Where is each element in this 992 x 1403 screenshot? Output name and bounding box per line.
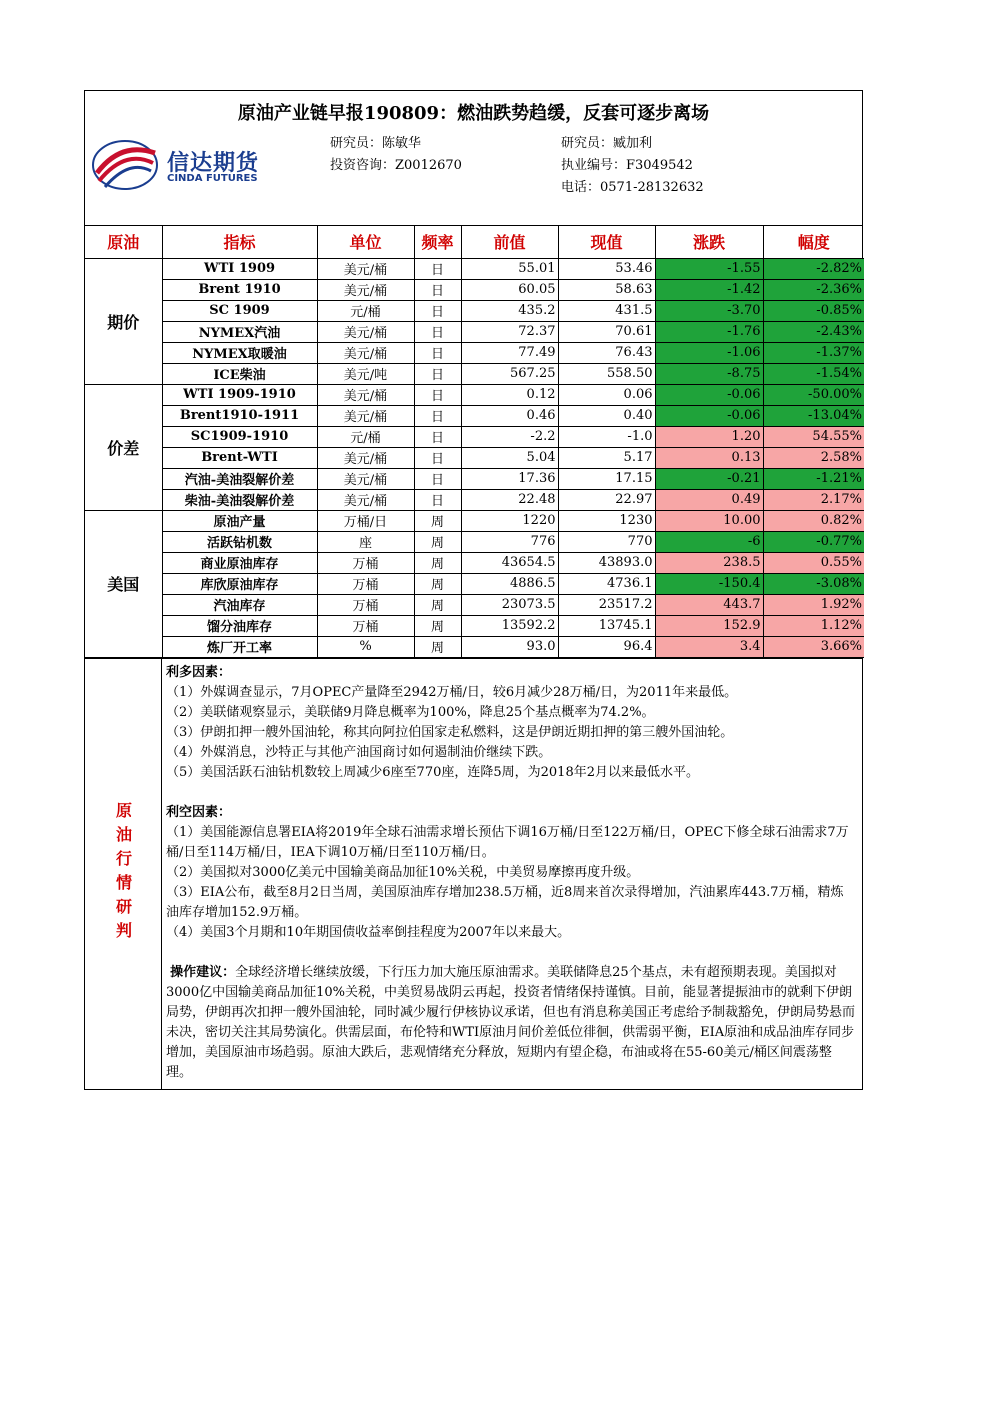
analysis-label: 原油行情研判	[113, 801, 133, 946]
change-cell: -0.06	[655, 384, 763, 405]
previous-value-cell: 23073.5	[461, 594, 558, 615]
previous-value-cell: 93.0	[461, 636, 558, 657]
current-value-cell: 17.15	[558, 468, 655, 489]
indicator-cell: 馏分油库存	[162, 615, 317, 636]
current-value-cell: 13745.1	[558, 615, 655, 636]
current-value-cell: -1.0	[558, 426, 655, 447]
unit-cell: 美元/桶	[317, 258, 414, 279]
change-percent-cell: 0.82%	[763, 510, 864, 531]
previous-value-cell: 22.48	[461, 489, 558, 510]
unit-cell: 万桶	[317, 615, 414, 636]
indicator-cell: SC1909-1910	[162, 426, 317, 447]
frequency-cell: 周	[414, 594, 461, 615]
frequency-cell: 日	[414, 300, 461, 321]
indicator-table	[85, 226, 864, 658]
logo-subtext: CINDA FUTURES	[167, 173, 258, 184]
current-value-cell: 5.17	[558, 447, 655, 468]
previous-value-cell: 0.12	[461, 384, 558, 405]
unit-cell: 美元/桶	[317, 468, 414, 489]
table-row	[85, 531, 864, 552]
frequency-cell: 周	[414, 615, 461, 636]
unit-cell: 万桶	[317, 573, 414, 594]
report-header	[85, 91, 862, 226]
current-value-cell: 431.5	[558, 300, 655, 321]
indicator-cell: 原油产量	[162, 510, 317, 531]
previous-value-cell: 43654.5	[461, 552, 558, 573]
researcher-2-license: 执业编号：F3049542	[561, 158, 693, 173]
col-header: 幅度	[763, 226, 864, 258]
frequency-cell: 日	[414, 489, 461, 510]
frequency-cell: 日	[414, 363, 461, 384]
change-percent-cell: 1.12%	[763, 615, 864, 636]
current-value-cell: 1230	[558, 510, 655, 531]
indicator-cell: 汽油库存	[162, 594, 317, 615]
change-cell: 3.4	[655, 636, 763, 657]
previous-value-cell: 4886.5	[461, 573, 558, 594]
change-percent-cell: -0.77%	[763, 531, 864, 552]
researcher-1-consult: 投资咨询：Z0012670	[330, 158, 462, 173]
bull-item: （3）伊朗扣押一艘外国油轮，称其向阿拉伯国家走私燃料，这是伊朗近期扣押的第三艘外国油轮。	[166, 724, 734, 740]
change-percent-cell: -2.36%	[763, 279, 864, 300]
previous-value-cell: 1220	[461, 510, 558, 531]
frequency-cell: 周	[414, 636, 461, 657]
unit-cell: 万桶	[317, 552, 414, 573]
current-value-cell: 0.06	[558, 384, 655, 405]
change-percent-cell: 0.55%	[763, 552, 864, 573]
indicator-cell: WTI 1909-1910	[162, 384, 317, 405]
unit-cell: 万桶/日	[317, 510, 414, 531]
table-row	[85, 258, 864, 279]
advice-paragraph	[166, 963, 856, 1083]
table-row	[85, 615, 864, 636]
change-percent-cell: -3.08%	[763, 573, 864, 594]
advice-text: 全球经济增长继续放缓，下行压力加大施压原油需求。美联储降息25个基点，未有超预期表现。美国拟对3000亿中国输美商品加征10%关税，中美贸易战阴云再起，投资者情绪保持谨慎。目前，能显著提振油市的就剩下伊朗局势，伊朗再次扣押一艘外国油轮，同时减少履行伊核协议承诺，但也有消息称美国正考虑给予制裁豁免，伊朗局势悬而未决，密切关注其局势演化。供需层面，布伦特和WTI原油月间价差低位徘徊，供需弱平衡，EIA原油和成品油库存同步增加，美国原油市场趋弱。原油大跌后，悲观情绪充分释放，短期内有望企稳，布油或将在55-60美元/桶区间震荡整理。	[166, 964, 856, 1080]
table-row	[85, 363, 864, 384]
unit-cell: %	[317, 636, 414, 657]
bull-item: （4）外媒消息，沙特正与其他产油国商讨如何遏制油价继续下跌。	[166, 744, 552, 760]
report-sheet	[84, 90, 863, 1090]
change-percent-cell: 2.17%	[763, 489, 864, 510]
current-value-cell: 76.43	[558, 342, 655, 363]
advice-title: 操作建议：	[170, 964, 236, 980]
unit-cell: 美元/吨	[317, 363, 414, 384]
frequency-cell: 日	[414, 405, 461, 426]
change-cell: -1.42	[655, 279, 763, 300]
indicator-cell: Brent1910-1911	[162, 405, 317, 426]
unit-cell: 美元/桶	[317, 447, 414, 468]
bull-item: （5）美国活跃石油钻机数较上周减少6座至770座，连降5周，为2018年2月以来最低水平。	[166, 764, 699, 780]
table-row	[85, 405, 864, 426]
current-value-cell: 70.61	[558, 321, 655, 342]
unit-cell: 美元/桶	[317, 384, 414, 405]
change-cell: -150.4	[655, 573, 763, 594]
table-row	[85, 279, 864, 300]
current-value-cell: 58.63	[558, 279, 655, 300]
unit-cell: 美元/桶	[317, 342, 414, 363]
bear-title: 利空因素：	[166, 804, 232, 820]
current-value-cell: 53.46	[558, 258, 655, 279]
table-row	[85, 468, 864, 489]
bull-title: 利多因素：	[166, 664, 232, 680]
bull-item: （1）外媒调查显示，7月OPEC产量降至2942万桶/日，较6月减少28万桶/日，为2011年来最低。	[166, 684, 738, 700]
indicator-cell: Brent 1910	[162, 279, 317, 300]
current-value-cell: 4736.1	[558, 573, 655, 594]
previous-value-cell: 77.49	[461, 342, 558, 363]
col-header: 涨跌	[655, 226, 763, 258]
frequency-cell: 日	[414, 342, 461, 363]
unit-cell: 美元/桶	[317, 321, 414, 342]
previous-value-cell: 567.25	[461, 363, 558, 384]
table-row	[85, 510, 864, 531]
previous-value-cell: -2.2	[461, 426, 558, 447]
change-percent-cell: 54.55%	[763, 426, 864, 447]
previous-value-cell: 17.36	[461, 468, 558, 489]
change-cell: 1.20	[655, 426, 763, 447]
change-cell: -0.06	[655, 405, 763, 426]
unit-cell: 美元/桶	[317, 405, 414, 426]
table-row	[85, 342, 864, 363]
analysis-section	[85, 658, 862, 1089]
indicator-cell: NYMEX取暖油	[162, 342, 317, 363]
change-percent-cell: 3.66%	[763, 636, 864, 657]
col-header: 原油	[85, 226, 162, 258]
frequency-cell: 周	[414, 531, 461, 552]
frequency-cell: 周	[414, 510, 461, 531]
change-percent-cell: -1.37%	[763, 342, 864, 363]
change-cell: 0.49	[655, 489, 763, 510]
group-label: 价差	[85, 384, 162, 510]
change-percent-cell: 1.92%	[763, 594, 864, 615]
change-percent-cell: -2.43%	[763, 321, 864, 342]
table-row	[85, 384, 864, 405]
change-percent-cell: -13.04%	[763, 405, 864, 426]
change-percent-cell: -2.82%	[763, 258, 864, 279]
change-percent-cell: -1.54%	[763, 363, 864, 384]
indicator-cell: SC 1909	[162, 300, 317, 321]
indicator-cell: Brent-WTI	[162, 447, 317, 468]
change-cell: 10.00	[655, 510, 763, 531]
current-value-cell: 96.4	[558, 636, 655, 657]
indicator-cell: 库欣原油库存	[162, 573, 317, 594]
change-percent-cell: -1.21%	[763, 468, 864, 489]
previous-value-cell: 435.2	[461, 300, 558, 321]
indicator-cell: NYMEX汽油	[162, 321, 317, 342]
bull-item: （2）美联储观察显示，美联储9月降息概率为100%，降息25个基点概率为74.2%。	[166, 704, 655, 720]
frequency-cell: 日	[414, 447, 461, 468]
bear-item: （3）EIA公布，截至8月2日当周，美国原油库存增加238.5万桶，近8周来首次录得增加，汽油累库443.7万桶，精炼油库存增加152.9万桶。	[166, 884, 844, 920]
table-row	[85, 321, 864, 342]
analysis-content	[162, 659, 862, 1089]
frequency-cell: 日	[414, 384, 461, 405]
bear-item: （2）美国拟对3000亿美元中国输美商品加征10%关税，中美贸易摩擦再度升级。	[166, 864, 640, 880]
unit-cell: 元/桶	[317, 300, 414, 321]
col-header: 前值	[461, 226, 558, 258]
change-cell: 152.9	[655, 615, 763, 636]
previous-value-cell: 72.37	[461, 321, 558, 342]
frequency-cell: 日	[414, 426, 461, 447]
current-value-cell: 770	[558, 531, 655, 552]
current-value-cell: 43893.0	[558, 552, 655, 573]
unit-cell: 座	[317, 531, 414, 552]
change-percent-cell: -50.00%	[763, 384, 864, 405]
change-cell: -1.06	[655, 342, 763, 363]
table-row	[85, 489, 864, 510]
change-cell: -8.75	[655, 363, 763, 384]
unit-cell: 元/桶	[317, 426, 414, 447]
change-cell: -1.55	[655, 258, 763, 279]
change-cell: 0.13	[655, 447, 763, 468]
previous-value-cell: 13592.2	[461, 615, 558, 636]
col-header: 指标	[162, 226, 317, 258]
current-value-cell: 23517.2	[558, 594, 655, 615]
change-cell: 238.5	[655, 552, 763, 573]
frequency-cell: 周	[414, 573, 461, 594]
unit-cell: 美元/桶	[317, 279, 414, 300]
group-label: 美国	[85, 510, 162, 657]
indicator-cell: 商业原油库存	[162, 552, 317, 573]
col-header: 单位	[317, 226, 414, 258]
change-cell: -0.21	[655, 468, 763, 489]
table-row	[85, 426, 864, 447]
analysis-side	[85, 659, 162, 1089]
change-cell: -6	[655, 531, 763, 552]
table-row	[85, 594, 864, 615]
col-header: 现值	[558, 226, 655, 258]
current-value-cell: 0.40	[558, 405, 655, 426]
change-cell: -3.70	[655, 300, 763, 321]
unit-cell: 美元/桶	[317, 489, 414, 510]
unit-cell: 万桶	[317, 594, 414, 615]
group-label: 期价	[85, 258, 162, 384]
table-body	[85, 258, 864, 657]
indicator-cell: ICE柴油	[162, 363, 317, 384]
table-row	[85, 447, 864, 468]
previous-value-cell: 55.01	[461, 258, 558, 279]
frequency-cell: 日	[414, 258, 461, 279]
bear-item: （1）美国能源信息署EIA将2019年全球石油需求增长预估下调16万桶/日至122万桶/日，OPEC下修全球石油需求7万桶/日至114万桶/日，IEA下调10万桶/日至110万桶/日。	[166, 824, 849, 860]
previous-value-cell: 5.04	[461, 447, 558, 468]
researcher-1-info	[330, 133, 462, 177]
table-row	[85, 300, 864, 321]
researcher-1-name: 研究员：陈敏华	[330, 136, 422, 151]
frequency-cell: 日	[414, 468, 461, 489]
indicator-cell: 柴油-美油裂解价差	[162, 489, 317, 510]
col-header: 频率	[414, 226, 461, 258]
table-row	[85, 552, 864, 573]
current-value-cell: 558.50	[558, 363, 655, 384]
frequency-cell: 周	[414, 552, 461, 573]
report-title: 原油产业链早报190809：燃油跌势趋缓，反套可逐步离场	[237, 103, 710, 124]
previous-value-cell: 60.05	[461, 279, 558, 300]
change-cell: 443.7	[655, 594, 763, 615]
researcher-2-name: 研究员：臧加利	[561, 136, 653, 151]
researcher-2-phone: 电话：0571-28132632	[561, 180, 704, 195]
table-row	[85, 636, 864, 657]
frequency-cell: 日	[414, 279, 461, 300]
indicator-cell: 炼厂开工率	[162, 636, 317, 657]
indicator-cell: WTI 1909	[162, 258, 317, 279]
frequency-cell: 日	[414, 321, 461, 342]
indicator-cell: 汽油-美油裂解价差	[162, 468, 317, 489]
change-cell: -1.76	[655, 321, 763, 342]
change-percent-cell: 2.58%	[763, 447, 864, 468]
previous-value-cell: 776	[461, 531, 558, 552]
table-header-row	[85, 226, 864, 258]
change-percent-cell: -0.85%	[763, 300, 864, 321]
bear-item: （4）美国3个月期和10年期国债收益率倒挂程度为2007年以来最大。	[166, 924, 571, 940]
researcher-2-info	[561, 133, 704, 199]
table-row	[85, 573, 864, 594]
logo-text: 信达期货	[167, 151, 260, 176]
current-value-cell: 22.97	[558, 489, 655, 510]
indicator-cell: 活跃钻机数	[162, 531, 317, 552]
previous-value-cell: 0.46	[461, 405, 558, 426]
